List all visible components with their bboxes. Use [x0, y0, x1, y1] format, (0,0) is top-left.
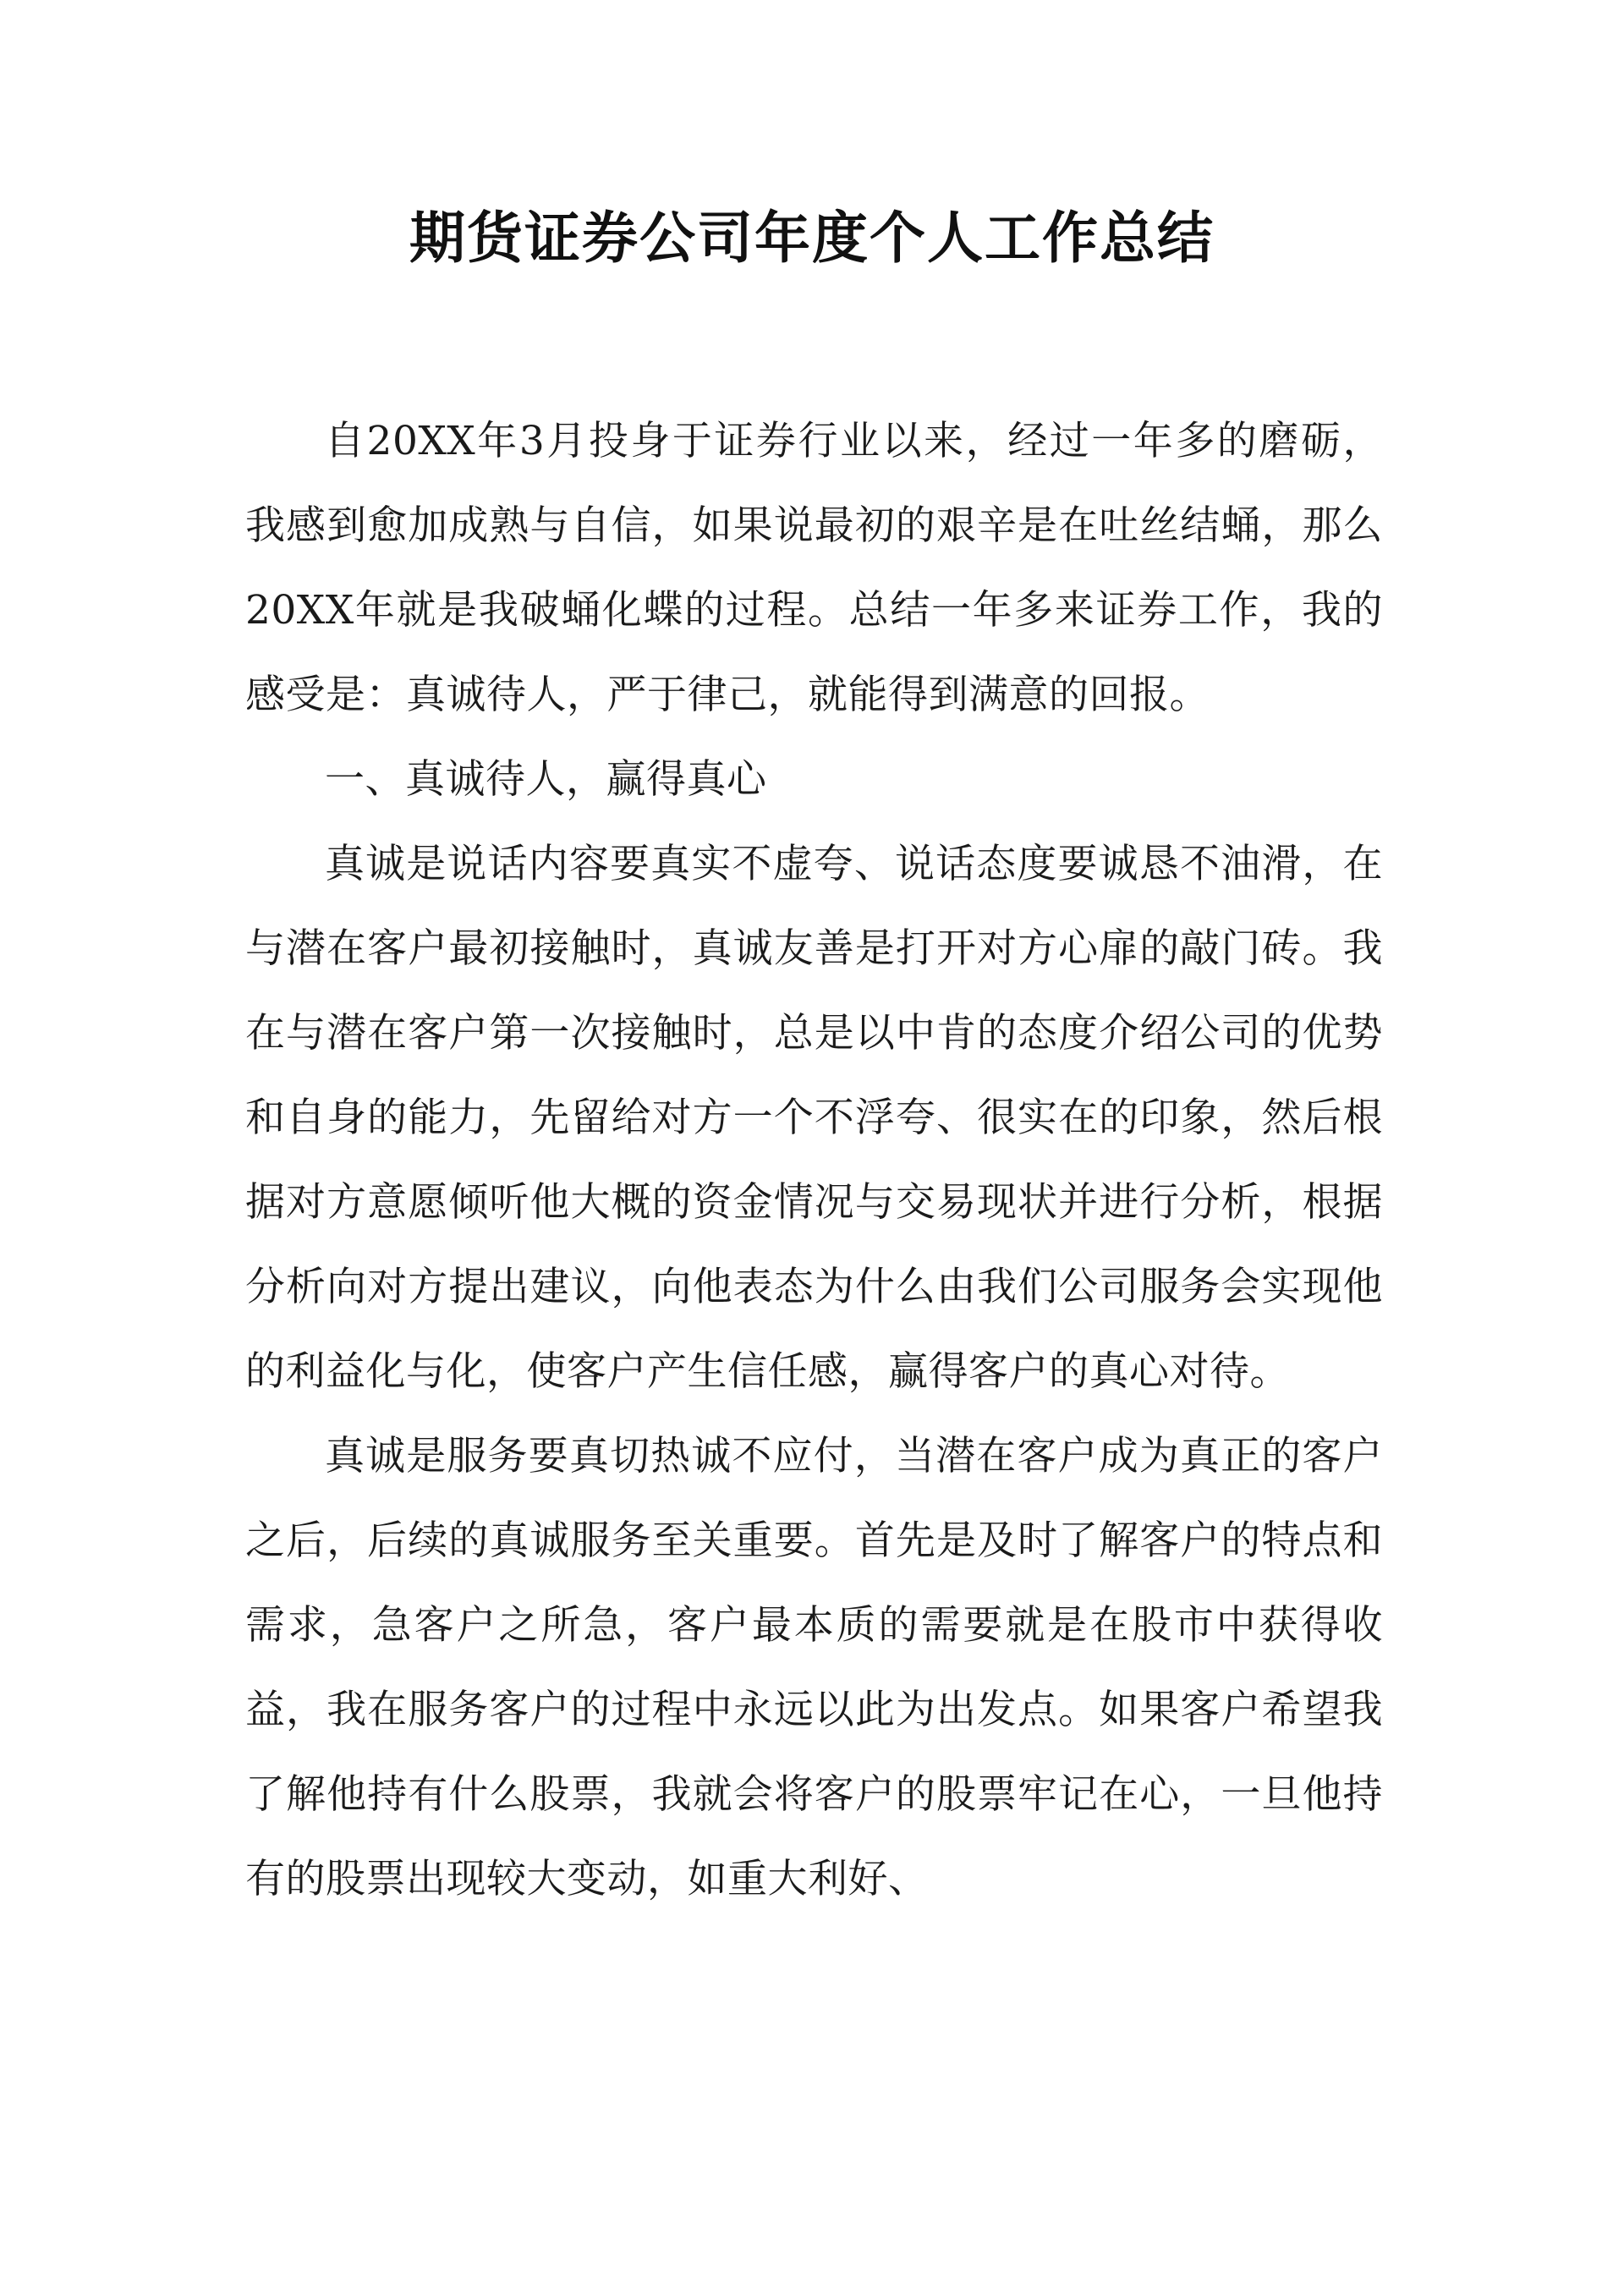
paragraph-sincerity-service: 真诚是服务要真切热诚不应付，当潜在客户成为真正的客户之后，后续的真诚服务至关重要。首先是及时了解客户的特点和需求，急客户之所急，客户最本质的需要就是在股市中获得收益，我在服务客户的过程中永远以此为出发点。如果客户希望我了解他持有什么股票，我就会将客户的股票牢记在心，一旦他持有的股票出现较大变动，如重大利好、: [245, 1433, 1383, 1902]
paragraph-intro: 自20XX年3月投身于证券行业以来，经过一年多的磨砺，我感到愈加成熟与自信，如果说最初的艰辛是在吐丝结蛹，那么20XX年就是我破蛹化蝶的过程。总结一年多来证券工作，我的感受是：真诚待人，严于律己，就能得到满意的回报。: [245, 418, 1383, 718]
paragraph-sincerity-speech: 真诚是说话内容要真实不虚夸、说话态度要诚恳不油滑，在与潜在客户最初接触时，真诚友善是打开对方心扉的敲门砖。我在与潜在客户第一次接触时，总是以中肯的态度介绍公司的优势和自身的能力，先留给对方一个不浮夸、很实在的印象，然后根据对方意愿倾听他大概的资金情况与交易现状并进行分析，根据分析向对方提出建议，向他表态为什么由我们公司服务会实现他的利益化与化，使客户产生信任感，赢得客户的真心对待。: [245, 841, 1383, 1395]
section-heading-1: 一、真诚待人，赢得真心: [325, 756, 767, 803]
document-body: [245, 399, 1383, 1922]
document-title: 期货证券公司年度个人工作总结: [409, 206, 1215, 271]
